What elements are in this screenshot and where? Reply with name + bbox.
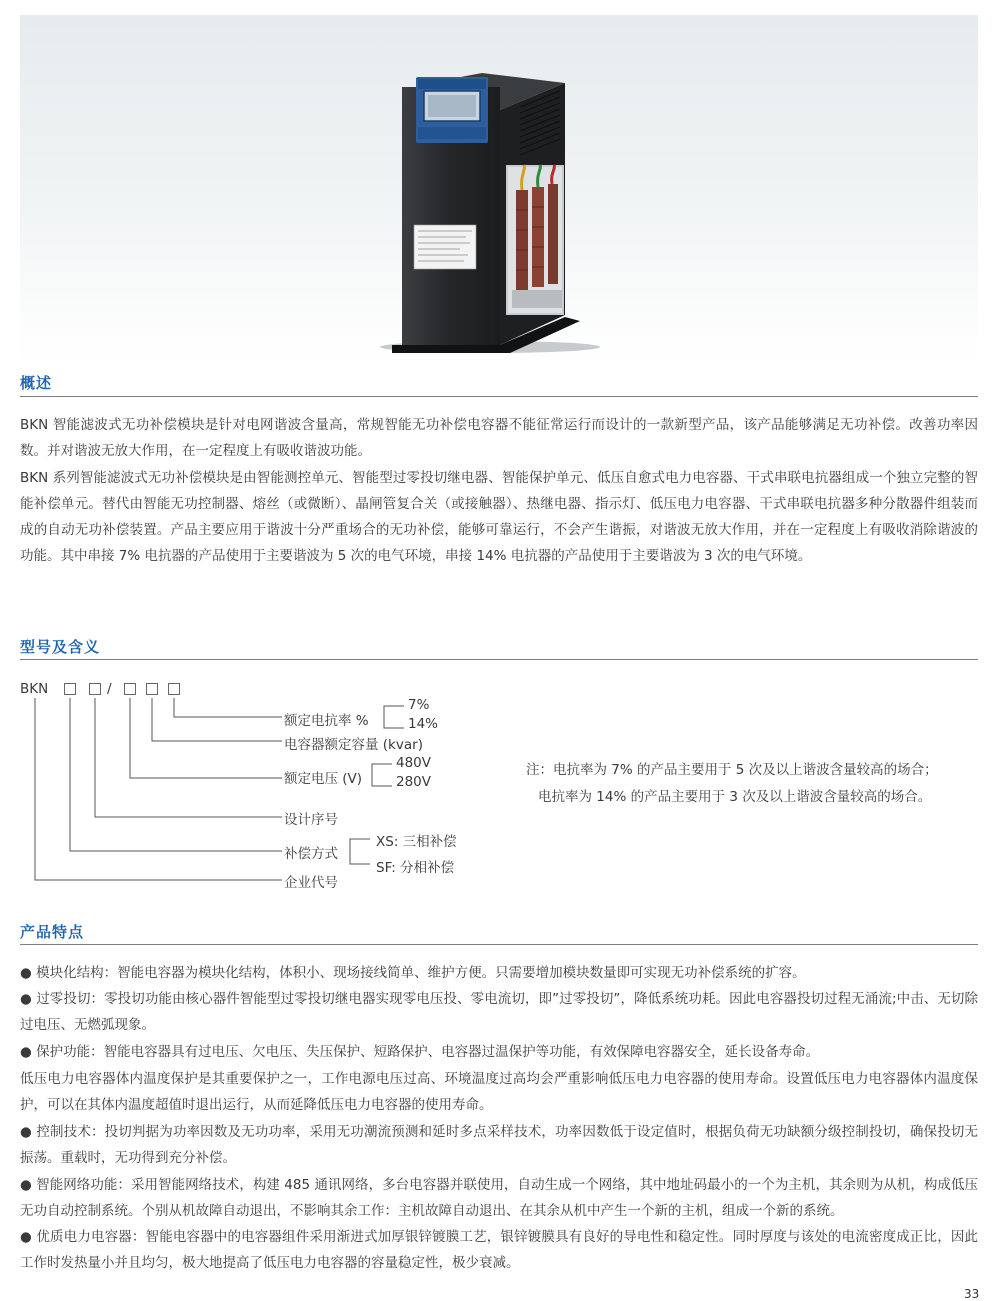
option-reactance-14: 14% bbox=[408, 716, 439, 732]
feature-network: ● 智能网络功能：采用智能网络技术，构建 485 通讯网络，多台电容器并联使用，自动生成一个网络，其中地址码最小的一个为主机，其余则为从机，构成低压无功自动控制系统。个别从机故障自动退出，不影响其余工作：主机故障自动退出、在其余从机中产生一个新的主机，组成一个新的系统。 bbox=[20, 1177, 978, 1219]
option-voltage-280: 280V bbox=[396, 774, 432, 790]
label-design: 设计序号 bbox=[284, 812, 338, 828]
label-voltage: 额定电压 (V) bbox=[284, 771, 363, 787]
model-prefix: BKN bbox=[20, 681, 49, 697]
overview-rule bbox=[20, 396, 978, 397]
overview-paragraph-1: BKN 智能滤波式无功补偿模块是针对电网谐波含量高，常规智能无功补偿电容器不能征常运行而设计的一款新型产品，该产品能够满足无功补偿。改善功率因数。并对谐波无放大作用，在一定程度上有吸收谐波功能。 bbox=[20, 417, 978, 459]
model-note-line-1: 注：电抗率为 7% 的产品主要用于 5 次及以上谐波含量较高的场合； bbox=[526, 762, 938, 778]
option-method-xs: XS: 三相补偿 bbox=[376, 834, 457, 850]
label-reactance: 额定电抗率 % bbox=[284, 713, 369, 729]
feature-protection: ● 保护功能：智能电容器具有过电压、欠电压、失压保护、短路保护、电容器过温保护等功能，有效保障电容器安全，延长设备寿命。 bbox=[20, 1044, 820, 1060]
model-rule bbox=[20, 659, 978, 660]
feature-capacitor: ● 优质电力电容器：智能电容器中的电容器组件采用渐进式加厚银锌镀膜工艺，银锌镀膜具有良好的导电性和稳定性。同时厚度与该处的电流密度成正比，因此工作时发热量小并且均匀，极大地提高了低压电力电容器的容量稳定性，极少衰减。 bbox=[20, 1229, 978, 1271]
feature-temperature: 低压电力电容器体内温度保护是其重要保护之一，工作电源电压过高、环境温度过高均会严重影响低压电力电容器的使用寿命。设置低压电力电容器体内温度保护，可以在其体内温度超值时退出运行，从而延降低压电力电容器的使用寿命。 bbox=[20, 1071, 978, 1113]
overview-paragraph-2: BKN 系列智能滤波式无功补偿模块是由智能测控单元、智能型过零投切继电器、智能保护单元、低压自愈式电力电容器、干式串联电抗器组成一个独立完整的智能补偿单元。替代由智能无功控制器、熔丝（或微断）、晶闸管复合关（或接触器）、热继电器、指示灯、低压电力电容器、干式串联电抗器多种分散器件组装而成的自动无功补偿装置。产品主要应用于谐波十分严重场合的无功补偿，能够可靠运行，不会产生谐振，对谐波无放大作用，并在一定程度上有吸收消除谐波的功能。其中串接 7% 电抗器的产品使用于主要谐波为 5 次的电气环境，串接 14% 电抗器的产品使用于主要谐波为 3 次的电气环境。 bbox=[20, 470, 978, 564]
features-title: 产品特点 bbox=[20, 923, 85, 941]
model-slash: / bbox=[107, 681, 112, 697]
option-method-sf: SF: 分相补偿 bbox=[376, 860, 455, 876]
feature-zero-switching: ● 过零投切：零投切功能由核心器件智能型过零投切继电器实现零电压投、零电流切，即”过零投切”，降低系统功耗。因此电容器投切过程无涌流;中击、无切除过电压、无燃弧现象。 bbox=[20, 991, 978, 1033]
model-title: 型号及含义 bbox=[20, 638, 101, 656]
feature-control: ● 控制技术：投切判据为功率因数及无功功率，采用无功潮流预测和延时多点采样技术，功率因数低于设定值时，根据负荷无功缺额分级控制投切，确保投切无振荡。重载时，无功得到充分补偿。 bbox=[20, 1124, 978, 1166]
capacitor-module-illustration bbox=[20, 15, 978, 363]
page-number: 33 bbox=[964, 1287, 980, 1301]
features-rule bbox=[20, 944, 978, 945]
product-photo-area bbox=[20, 15, 978, 363]
label-company: 企业代号 bbox=[284, 875, 338, 891]
label-capacity: 电容器额定容量 (kvar) bbox=[284, 737, 423, 753]
option-voltage-480: 480V bbox=[396, 755, 432, 771]
overview-title: 概述 bbox=[20, 374, 53, 392]
feature-modular: ● 模块化结构：智能电容器为模块化结构，体积小、现场接线简单、维护方便。只需要增加模块数量即可实现无功补偿系统的扩容。 bbox=[20, 965, 806, 981]
model-note-line-2: 电抗率为 14% 的产品主要用于 3 次及以上谐波含量较高的场合。 bbox=[538, 789, 932, 805]
option-reactance-7: 7% bbox=[408, 697, 430, 713]
label-method: 补偿方式 bbox=[284, 846, 338, 862]
footer-decoration bbox=[850, 1292, 950, 1296]
